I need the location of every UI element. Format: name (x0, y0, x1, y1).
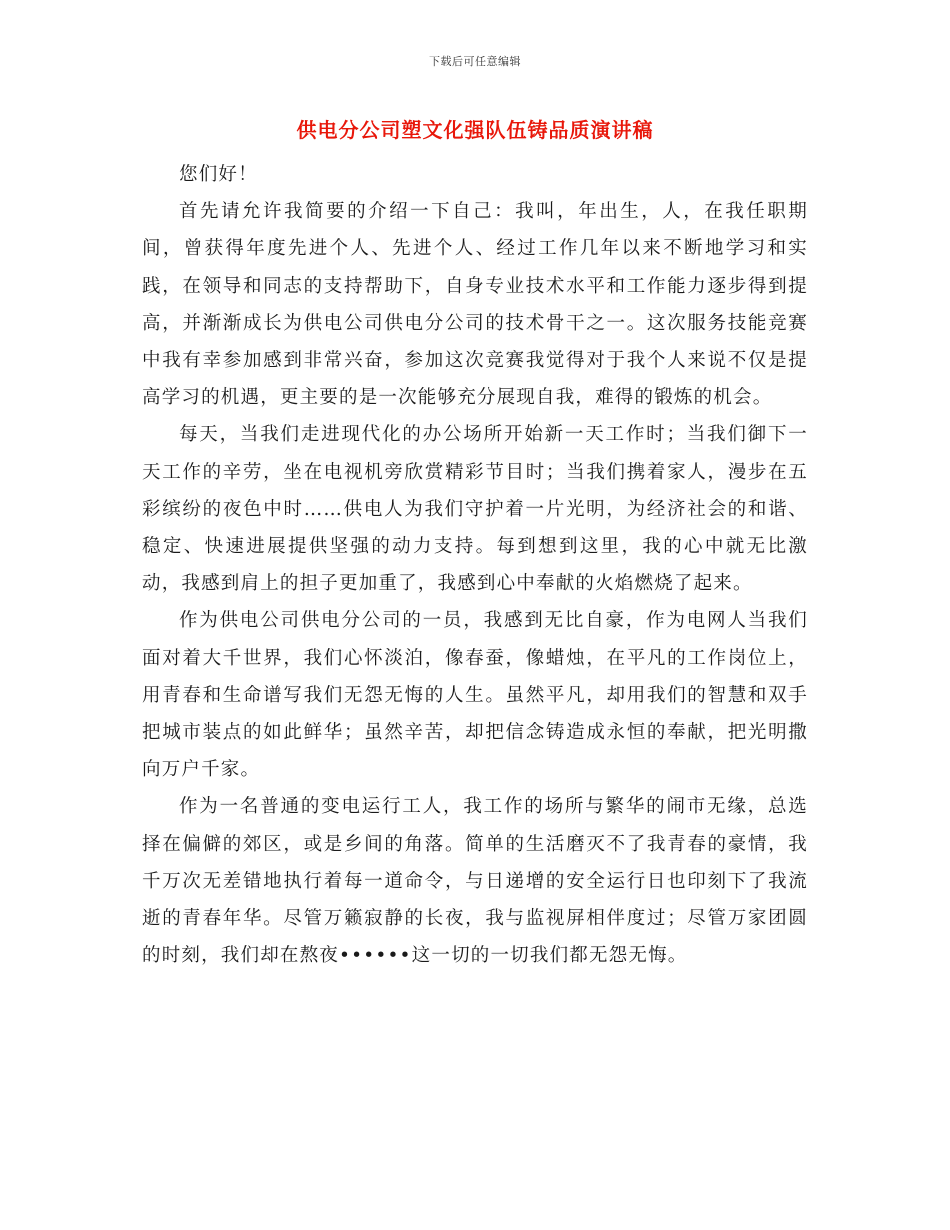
paragraph-pride: 作为供电公司供电分公司的一员，我感到无比自豪，作为电网人当我们面对着大千世界，我们心怀淡泊，像春蚕，像蜡烛，在平凡的工作岗位上，用青春和生命谱写我们无怨无悔的人生。虽然平凡，却用我们的智慧和双手把城市装点的如此鲜华；虽然辛苦，却把信念铸造成永恒的奉献，把光明撒向万户千家。 (142, 610, 808, 781)
document-title: 供电分公司塑文化强队伍铸品质演讲稿 (296, 118, 654, 142)
paragraph-substation-worker: 作为一名普通的变电运行工人，我工作的场所与繁华的闹市无缘，总选择在偏僻的郊区，或是乡间的角落。简单的生活磨灭不了我青春的豪情，我千万次无差错地执行着每一道命令，与日递增的安全运行日也印刻下了我流逝的青春年华。尽管万籁寂静的长夜，我与监视屏相伴度过；尽管万家团圆的时刻，我们却在熬夜••••••这一切的一切我们都无怨无悔。 (142, 796, 808, 967)
paragraph-daily-work: 每天，当我们走进现代化的办公场所开始新一天工作时；当我们御下一天工作的辛劳，坐在电视机旁欣赏精彩节目时；当我们携着家人，漫步在五彩缤纷的夜色中时……供电人为我们守护着一片光明，为经济社会的和谐、稳定、快速进展提供坚强的动力支持。每到想到这里，我的心中就无比激动，我感到肩上的担子更加重了，我感到心中奉献的火焰燃烧了起来。 (142, 424, 808, 595)
paragraph-introduction: 首先请允许我简要的介绍一下自己：我叫，年出生，人，在我任职期间，曾获得年度先进个人、先进个人、经过工作几年以来不断地学习和实践，在领导和同志的支持帮助下，自身专业技术水平和工作能力逐步得到提高，并渐渐成长为供电公司供电分公司的技术骨干之一。这次服务技能竞赛中我有幸参加感到非常兴奋，参加这次竞赛我觉得对于我个人来说不仅是提高学习的机遇，更主要的是一次能够充分展现自我，难得的锻炼的机会。 (142, 201, 808, 409)
paragraph-greeting: 您们好！ (179, 164, 258, 185)
page-header: 下载后可任意编辑 (429, 55, 521, 68)
document-body (142, 156, 808, 974)
